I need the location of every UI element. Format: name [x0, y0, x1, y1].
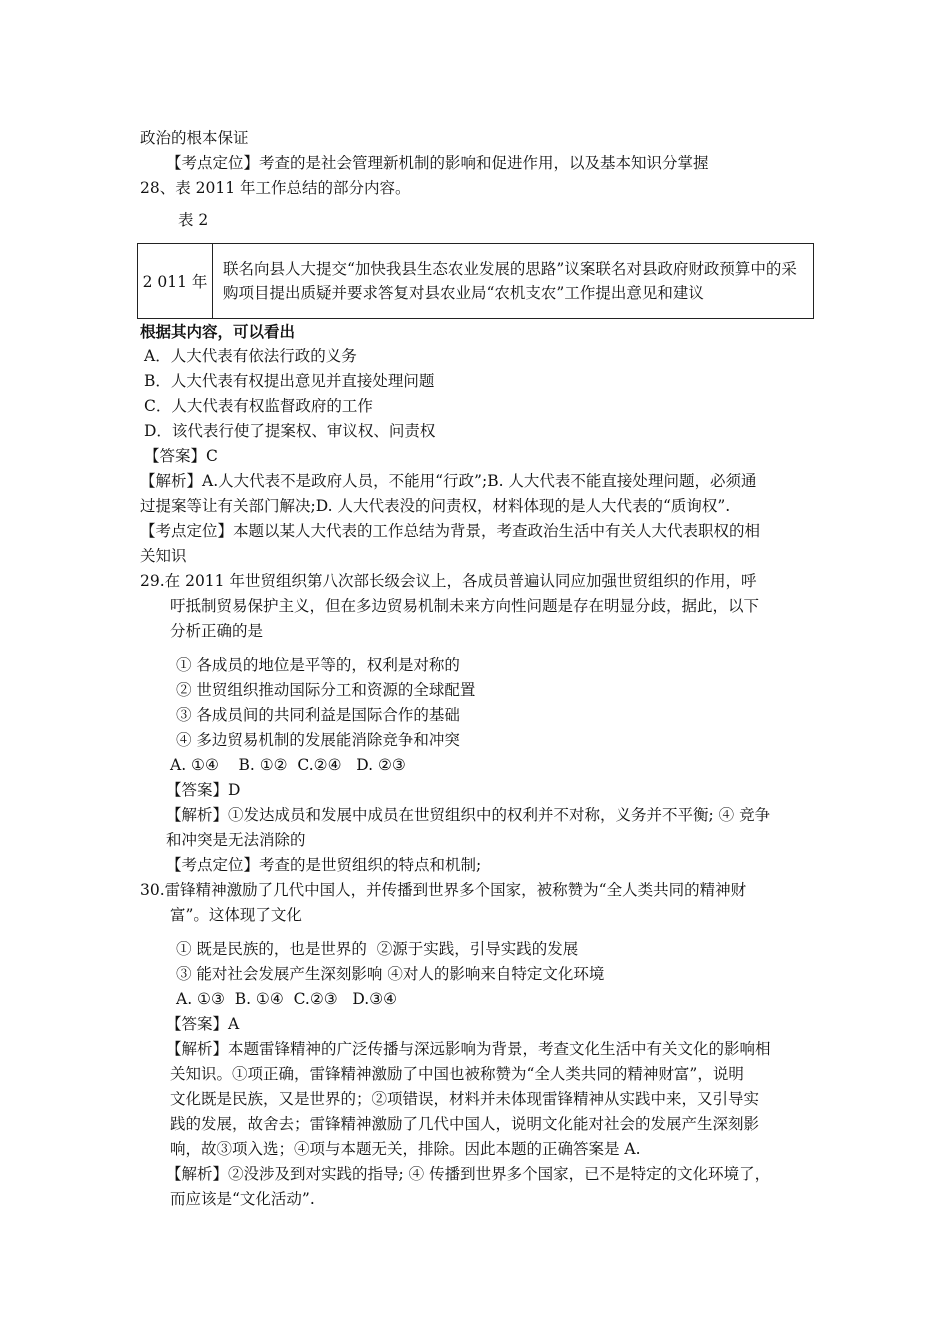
option-c: C．人大代表有权监督政府的工作	[144, 397, 373, 415]
table-cell-content: 联名向县人大提交“加快我县生态农业发展的思路”议案联名对县政府财政预算中的采购项目提出质疑并要求答复对县农业局“农机支农”工作提出意见和建议	[213, 244, 814, 319]
analysis-line: 【解析】①发达成员和发展中成员在世贸组织中的权利并不对称，义务并不平衡; ④ 竞争	[166, 806, 771, 824]
list-item: ③ 各成员间的共同利益是国际合作的基础	[176, 706, 460, 724]
question-30-stem: 30.雷锋精神激励了几代中国人，并传播到世界多个国家，被称赞为“全人类共同的精神财	[140, 881, 747, 899]
analysis-line: 和冲突是无法消除的	[166, 831, 306, 849]
analysis-line: 响，故③项入选；④项与本题无关，排除。因此本题的正确答案是 A.	[170, 1140, 641, 1158]
list-item: ① 既是民族的，也是世界的 ②源于实践，引导实践的发展	[176, 940, 579, 958]
question-28-stem: 28、表 2011 年工作总结的部分内容。	[140, 179, 411, 197]
list-item: ② 世贸组织推动国际分工和资源的全球配置	[176, 681, 476, 699]
table-cell-year: 2 011 年	[138, 244, 213, 319]
analysis-line: 践的发展，故舍去；雷锋精神激励了几代中国人，说明文化能对社会的发展产生深刻影	[170, 1115, 760, 1133]
analysis-line: 【解析】②没涉及到对实践的指导; ④ 传播到世界多个国家，已不是特定的文化环境了，	[166, 1165, 771, 1183]
analysis-line: 【解析】本题雷锋精神的广泛传播与深远影响为背景，考查文化生活中有关文化的影响相	[166, 1040, 771, 1058]
table-caption: 表 2	[178, 211, 209, 229]
kaodian-line: 关知识	[140, 547, 187, 565]
option-a: A．人大代表有依法行政的义务	[144, 347, 357, 365]
list-item: ① 各成员的地位是平等的，权利是对称的	[176, 656, 460, 674]
kaodian-line: 【考点定位】考查的是世贸组织的特点和机制;	[166, 856, 482, 874]
kaodian-line: 【考点定位】本题以某人大代表的工作总结为背景，考查政治生活中有关人大代表职权的相	[140, 522, 761, 540]
option-b: B．人大代表有权提出意见并直接处理问题	[144, 372, 435, 390]
question-29-stem: 29.在 2011 年世贸组织第八次部长级会议上，各成员普遍认同应加强世贸组织的作用，呼	[140, 572, 757, 590]
question-prompt: 根据其内容，可以看出	[140, 322, 296, 341]
question-29-stem: 吁抵制贸易保护主义，但在多边贸易机制未来方向性问题是存在明显分歧，据此，以下	[170, 597, 760, 615]
question-30-stem: 富”。这体现了文化	[170, 906, 302, 924]
answer: 【答案】C	[144, 447, 218, 465]
table-row	[138, 244, 814, 319]
answer: 【答案】D	[166, 781, 241, 799]
analysis-line: 而应该是“文化活动”.	[170, 1190, 315, 1208]
list-item: ③ 能对社会发展产生深刻影响 ④对人的影响来自特定文化环境	[176, 965, 605, 983]
answer: 【答案】A	[166, 1015, 240, 1033]
text-line: 政治的根本保证	[140, 129, 249, 147]
summary-table	[137, 243, 814, 319]
list-item: ④ 多边贸易机制的发展能消除竞争和冲突	[176, 731, 460, 749]
option-d: D．该代表行使了提案权、审议权、问责权	[144, 422, 436, 440]
choices: A. ①③ B. ①④ C.②③ D.③④	[176, 990, 397, 1008]
analysis-line: 过提案等让有关部门解决;D. 人大代表没的问责权，材料体现的是人大代表的“质询权”.	[140, 497, 731, 515]
choices: A. ①④ B. ①② C.②④ D. ②③	[170, 756, 406, 774]
analysis-line: 文化既是民族，又是世界的；②项错误，材料并未体现雷锋精神从实践中来，又引导实	[170, 1090, 760, 1108]
text-line: 【考点定位】考查的是社会管理新机制的影响和促进作用，以及基本知识分掌握	[166, 154, 709, 172]
analysis-line: 关知识。①项正确，雷锋精神激励了中国也被称赞为“全人类共同的精神财富”，说明	[170, 1065, 744, 1083]
analysis-line: 【解析】A.人大代表不是政府人员，不能用“行政”;B. 人大代表不能直接处理问题，必须通	[140, 472, 757, 490]
question-29-stem: 分析正确的是	[170, 622, 264, 640]
